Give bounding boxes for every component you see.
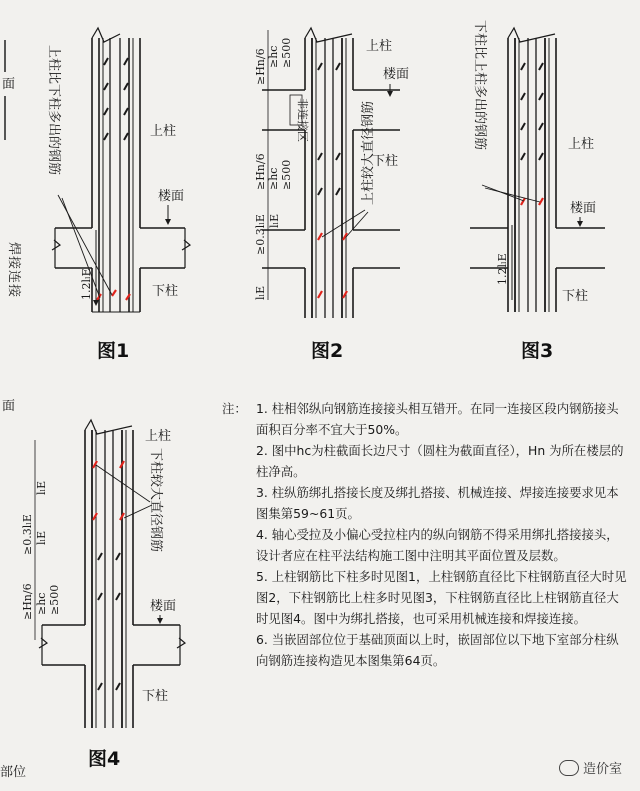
note-text: 5. 上柱钢筋比下柱多时见图1，上柱钢筋直径比下柱钢筋直径大时见图2，下柱钢筋比上柱多时见图3，下柱钢筋直径比上柱钢筋直径大时见图4。图中为绑扎搭接，也可采用机械连接和焊接连接。	[256, 569, 627, 626]
note-6	[222, 629, 630, 671]
fig3-callout: 下柱比上柱多出的钢筋	[472, 20, 487, 151]
fig2-hc-bot: ≥hc	[267, 167, 280, 190]
fig4-hn6: ≥Hn/6	[21, 583, 34, 620]
fig2-hn6-bot: ≥Hn/6	[254, 153, 267, 190]
fig1-lap-label: 1.2lₗE	[80, 268, 93, 300]
edge-text-top: 面	[2, 77, 16, 92]
fig2-500-bot: ≥500	[280, 159, 293, 190]
fig4-callout: 下柱较大直径钢筋	[148, 448, 163, 553]
fig1-lower-column-label: 下柱	[152, 284, 179, 299]
figure-4	[21, 420, 185, 770]
note-3	[222, 482, 630, 524]
fig2-lap-half: ≥0.3lₗE	[254, 214, 267, 255]
fig4-lower-column-label: 下柱	[142, 689, 169, 704]
fig3-lower-column-label: 下柱	[562, 289, 589, 304]
fig2-lower-column-label: 下柱	[372, 154, 399, 169]
figure-1-caption: 图1	[97, 340, 130, 362]
fig2-le-bot: lₗE	[254, 285, 267, 300]
fig1-floor-label: 楼面	[158, 189, 185, 204]
note-text: 1. 柱相邻纵向钢筋连接接头相互错开。在同一连接区段内钢筋接头面积百分率不宜大于50%。	[256, 401, 619, 437]
note-text: 3. 柱纵筋绑扎搭接长度及绑扎搭接、机械连接、焊接连接要求见本图集第59~61页。	[256, 485, 619, 521]
fig4-upper-column-label: 上柱	[145, 429, 172, 444]
note-2	[222, 440, 630, 482]
fig2-hc-top: ≥hc	[267, 45, 280, 68]
figure-2	[254, 28, 409, 362]
fig2-callout: 上柱较大直径钢筋	[361, 100, 376, 205]
fig2-nonsplice-label: 非连接区	[296, 98, 309, 142]
watermark	[559, 758, 622, 777]
fig1-callout: 上柱比下柱多出的钢筋	[46, 45, 61, 176]
note-4	[222, 524, 630, 566]
watermark-text: 造价室	[582, 762, 622, 777]
figure-2-caption: 图2	[311, 340, 344, 362]
note-text: 2. 图中hc为柱截面长边尺寸（圆柱为截面直径），Hn 为所在楼层的柱净高。	[256, 443, 624, 479]
fig1-upper-column-label: 上柱	[150, 124, 177, 139]
fig3-lap-label: 1.2lₗE	[496, 253, 509, 285]
fig2-upper-column-label: 上柱	[366, 39, 393, 54]
fig2-500-top: ≥500	[280, 37, 293, 68]
chat-bubble-icon	[559, 760, 579, 776]
note-text: 4. 轴心受拉及小偏心受拉柱内的纵向钢筋不得采用绑扎搭接接头，设计者应在柱平法结构施工图中注明其平面位置及层数。	[256, 527, 619, 563]
note-5	[222, 566, 630, 629]
fig2-le-top: lₗE	[268, 213, 281, 228]
edge-text-bottom: 部位	[0, 765, 27, 780]
figure-1	[46, 28, 190, 362]
note-1	[222, 398, 630, 440]
fig4-lap-half: ≥0.3lₗE	[21, 514, 34, 555]
fig2-floor-label: 楼面	[383, 67, 410, 82]
figure-4-caption: 图4	[88, 748, 121, 770]
fig2-hn6-top: ≥Hn/6	[254, 48, 267, 85]
note-text: 6. 当嵌固部位位于基础顶面以上时，嵌固部位以下地下室部分柱纵向钢筋连接构造见本图集第64页。	[256, 632, 619, 668]
notes-prefix: 注：	[222, 401, 247, 416]
fig4-floor-label: 楼面	[150, 599, 177, 614]
edge-text-lower: 面	[2, 399, 16, 414]
edge-text-vertical: 焊接连接	[6, 242, 21, 299]
fig4-le-top: lₗE	[35, 480, 48, 495]
fig4-500: ≥500	[48, 584, 61, 615]
fig4-le-bot: lₗE	[35, 530, 48, 545]
notes-block	[222, 398, 630, 671]
figure-3-caption: 图3	[521, 340, 554, 362]
fig3-upper-column-label: 上柱	[568, 137, 595, 152]
figure-3	[470, 20, 605, 362]
fig3-floor-label: 楼面	[570, 201, 597, 216]
fig4-hc: ≥hc	[35, 592, 48, 615]
